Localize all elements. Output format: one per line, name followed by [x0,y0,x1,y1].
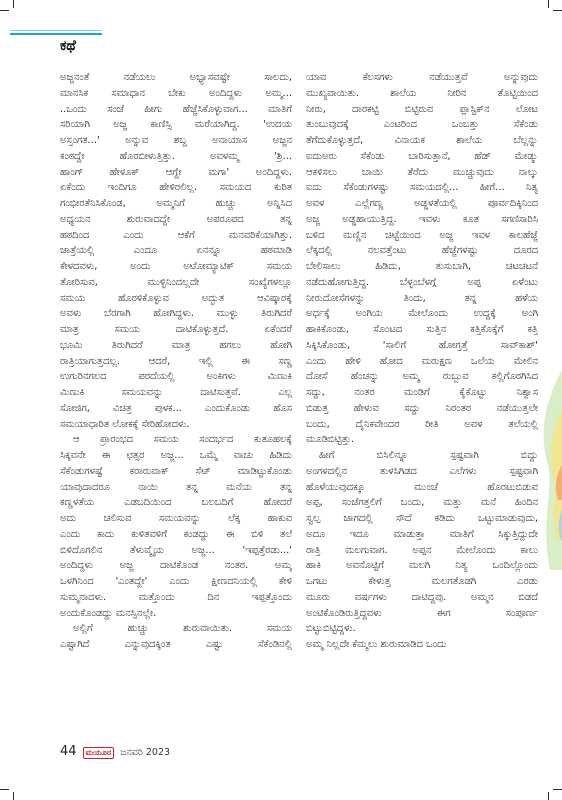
text-line: ಅರ್ಧಕ್ಕೆ ಅಂಗಿಯ ಮೇಲೊಂದು ಉದ್ದಕ್ಕೆ ಅಂಗಿ [306,308,538,320]
text-line: ಅಂದುಕೊಂಡದ್ದು ಮನಸ್ಸಿನಲ್ಲೇ. [60,607,157,619]
text-line: ಐದುಅರು ಸೆಕೆಂಡು ಬಾರಿಸುತ್ತಾನೆ, ಹೆಡ್ ಮೇಡ್ಮು [306,150,538,162]
text-line: ಅಂದಿದ್ದಳು ಅಜ್ಜ ದಾಟಿಕೊಂಡ ನಂತರ. ಅಮ್ಮ [60,560,292,572]
text-line: ಆಕಳಿಸಲು ಬಾಯಿ ತೆರೆದು ಮುಚ್ಚುವುದು ನಾಲ್ಕು [306,166,538,178]
text-line: ಬಿಳಿದೊಗಲಿನ ತೆಳುವ್ಮೈಯ ಅಜ್ಜ... 'ಇಪ್ಪತ್ತೆರಡು...' [60,544,292,556]
text-line: ಎಂದು ಕಾದು ಕುಳಿತವಳಿಗೆ ಕಂಡದ್ದು ಈ ಬಿಳಿ ತಲೆ [60,528,292,540]
text-line: ನೀರು, ದಾರಕಟ್ಟಿ ಬಿಟ್ಟಿರುವ ಪ್ಲಾಸ್ಟಿಕ್‌ನ ಲೋಟ [306,103,538,115]
text-line: ತೆಗೆದುಕೊಳ್ಳುತ್ತದೆ, ವಿನಾಯಕ ಶಾಲೆಯ ಬೆಲ್ಲನ್ನು [306,135,538,146]
text-line: ರಾತ್ರಿಯಾಗುತ್ತದಲ್ಲ. ಆದರೆ, ಇಲ್ಲಿ ಈ ಸಣ್ಣ [60,355,292,367]
text-line: ಹಾಕಿಕೊಂಡು, ಸೊಂಟದ ಸುತ್ತಿನ ಕತ್ತಿಕೊಕ್ಕೆಗೆ ಕತ್ತಿ [306,324,538,335]
text-line: ಅಧ್ಯಯನ ಶುರುವಾದದ್ದೇ ಅಪರೂಪದ ತನ್ನ [60,213,292,225]
crop-mark [0,10,9,11]
text-line: ಅಸ್ತಂಗತ...' ಅನ್ನುವ ಶಬ್ದ ಅನಾಯಾಸ ಅಜ್ಜನ [60,135,292,146]
text-line: ಸ್ವಲ್ಪ ಜಾಗದಲ್ಲಿ ಸೌದೆ ಕಡಿದು ಒಟ್ಟುಮಾಡುವುದು, [306,513,538,524]
text-line: ಹಾಂಗ್ ಹೇಳೂಕ್ ಆಗ್ದೇ ಮಗಾ' ಅಂದಿದ್ದಳು. [60,166,292,178]
text-line: ಕೇಳದವಳು, ಅಂದು ಅಟೋಮ್ಯಾಟಿಕ್ ಸಮಯ [60,261,292,272]
text-line: ಅಂಗಳದಲ್ಲಿನ ತುಳಸಿಗಿಡದ ಎಲೆಗಳು ಸ್ಪಷ್ಟವಾಗಿ [306,465,538,477]
text-column-right [306,70,538,653]
crop-mark [553,10,562,11]
text-line: ಕಣ್ಣಳತೆಯ ಎಡಬದಿಯಿಂದ ಬಲಬದಿಗೆ ಹೋದರೆ [60,497,292,509]
text-line: ಲೆಕ್ಕದಲ್ಲಿ ನಲವತ್ತೆಂಟು ಹೆಜ್ಜೆಗಳಷ್ಟು ದೂರದ [306,245,538,257]
text-line: ನೀರುದೋಸೆಗಳನ್ನು ತಿಂದು, ತನ್ನ ಹಳೆಯ [306,292,538,304]
text-line: ಭೂಮಿ ತಿರುಗಿದರೆ ಮಾತ್ರ ಹಗಲು ಹೋಗಿ [60,339,292,351]
text-line: ರಾತ್ರಿ ಮಲಗುವಾಗ. ಅಪ್ಪನ ಮೇಲೊಂದು ಕಾಲು [306,544,538,556]
text-line: ಎಷ್ಟಾಗಿದೆ ಎನ್ನುವುದಕ್ಕಿಂತ ಎಷ್ಟು ಸೆಕೆಂಡಿನಲ್ಲಿ [60,639,292,650]
text-line: ಹೀಗೆ ಬಿಸಿಲಿನ್ನೂ ಸ್ಪಷ್ಟವಾಗಿ ಬಿದ್ದು [319,450,538,461]
text-line: ಬಂದು, ದೈನಿಕವೇಂದರ ರೀತಿ ಅವಳ ತಲೆಯಲ್ಲಿ [306,418,538,430]
text-line: ಸೆಕೆಂಡುಗಳಷ್ಟೆ ಕರಾರುವಾಕ್ ಸೆಟ್ ಮಾಡಿಟ್ಟುಕೊಂಡು [60,465,292,477]
text-line: ಹೊಳೆಯುವುದಕ್ಕೂ ಮುಂಚೆ ಹೊರಟುಬಿಡುವ [306,481,538,493]
text-line: ಏಕೆಂದು ಇಂದಿಗೂ ಹೇಳಿರಲಿಲ್ಲ. ಸಮಯದ ಕುರಿತ [60,182,292,194]
text-line: ಜಾತ್ರೆಯಲ್ಲಿ ಎಂದೂ ಏನನ್ನೂ ಹಠಮಾಡಿ [60,245,292,257]
text-line: ಬಿಡುತ್ತ ಹೇಳುವ ಸದ್ದು ನಿರಂತರ ನಡೆಯುತ್ತಲೇ [306,402,538,414]
header-rule-thin [10,30,102,31]
text-line: ಒಗಟು ಕೇಳುತ್ತ ಮಲಗತೊಡಗಿ ಎರಡು [306,576,538,587]
text-line: ಮುಖ್ಯವಾಯಿತು. ಶಾಲೆಯ ನೀರಿನ ತೊಟ್ಟಿಯಿಂದ [306,87,538,99]
text-line: ..ಒಂದು ಸಂಜೆ ಹೀಗು ಹೆಜ್ಜೆಸಿಕೊಳ್ಳುವಾಗ... ಮಾತಿಗೆ [60,103,292,115]
crop-mark [548,0,549,8]
text-line: ಎಂದು ಹೇಳಿ ಹೋದ ಮರುಕ್ಷಣ ಒಲೆಯ ಮೇಲಿನ [306,355,538,367]
text-line: ಅಲ್ಲಿಗೆ ಹುಚ್ಚು ಶುರುವಾಯಿತು. ಸಮಯ [73,623,292,635]
text-line: ಬಳಿದ ಮಣ್ಣಿನ ಚಿಟ್ಟೆಯಿಂದ ಅಜ್ಜ ಇವಳ ಕಾಲಹೆಜ್ಜೆ [306,229,538,241]
header-rule-accent [10,33,102,35]
text-line: ಐದು ಸೆಕೆಂಡುಗಳಷ್ಟು ಸಮಯದಲ್ಲಿ... ಹೀಗೆ... ನಿತ್ಯ [306,182,538,194]
text-line: ಸದ್ದು, ನಂತರ ಮಂಡಿಗೆ ಕೈಕೊಟ್ಟು ನಿಶ್ವಾಸ [306,387,538,398]
text-line: ದೋಸೆ ಹೆಂಚನ್ನು ಅಮ್ಮ ರುಬ್ಬುವ ಕಲ್ಲಿಗೊರಗಿಸಿದ [306,371,538,383]
crop-mark [553,789,562,790]
text-line: ಅವಳ ಎಲ್ಲೆಗಣ್ಣ ಅಡ್ಡಳತೆಯಲ್ಲಿ ಪೂರ್ವದಿಕ್ಕಿನಿಂದ [306,198,538,209]
text-line: ಒಳಗಿನಿಂದ 'ಎಂತದ್ದೇ' ಎಂದು ಕ್ಷೀಣದನಿಯಲ್ಲಿ ಕೇಳಿ [60,576,292,587]
text-line: ಮಿಣುಕಿ ಸಮಯವನ್ನು ದಾಟಿಸುತ್ತವೆ. ಎಲ್ಲ [60,387,292,398]
text-line: ತೋರಿಸುವ, ಮುಳ್ಳಿನಿಂದಲ್ಲದೇ ಸಂಖ್ಯೆಗಳಲ್ಲೂ [60,276,292,288]
text-line: ಯಾವುದಾದರೂ ನಾಯಿ ತನ್ನ ಮನೆಯ ತನ್ನ [60,481,292,493]
magazine-logo: ಮಯೂರ [83,747,115,759]
text-line: ಸಿಕ್ಕವನೇ ಈ ಛತ್ಸರ ಅಜ್ಜ... ಒಮ್ಮೆ ವಾಚು ಹಿಡಿದು [60,450,292,461]
text-line: ಮಾನಸಿಕ ಸಮಾಧಾನ ಬೇಕು ಅಂದಿದ್ದಳು ಅಮ್ಮ... [60,87,292,99]
text-line: ತುಂಬುವುದಕ್ಕೆ ಎಂಟರಿಂದ ಒಂಬತ್ತು ಸೆಕೆಂಡು [306,119,538,131]
text-line: ಮಾತ್ರ ಸಮಯ ದಾಟಿಕೊಳ್ಳುತ್ತದೆ. ಏಕೆಂದರೆ [60,324,292,335]
text-line: ಯಾವ ಕೆಲಸಗಳು ನಡೆಯುತ್ತವೆ ಅನ್ನುವುದು [306,72,538,83]
text-line: ಬಿಟ್ಟುಬಿಟ್ಟಿದ್ದಳು. [306,623,356,635]
text-line: ಅವಳು ಬೆರಗಾಗಿ ಹೋಗಿದ್ದಳು. ಮುಳ್ಳು ತಿರುಗಿದರೆ [60,308,292,320]
crop-mark [0,789,9,790]
text-line: ಸಮಯ ಹೊರಳಿಕೊಳ್ಳುವ ಅದ್ಭುತ ಆವಿಷ್ಕಾರಕ್ಕೆ [60,292,292,304]
text-line: ನಡೆದುಹೋಗುತ್ತಿದ್ದ. ಬೆಳ್ಳಂಬೆಳಗ್ಗೆ ಅಪ್ಪ ಏಳೆಂಟು [306,276,538,288]
crop-mark [13,0,14,8]
crop-mark [548,792,549,800]
page-number: 44 [60,744,77,759]
text-line: ಗಂಭೀರತೆನಿಸಿಕೊಂಡ, ಅಮ್ಮನಿಗೆ ಹುಚ್ಚು ಅನ್ನಿಸಿದ [60,198,292,209]
section-title: ಕಥೆ [60,38,76,54]
text-line: ಅಂಟಿಕೊಂಡಿರುತ್ತಿದ್ದವಳು ಈಗ ಸಂಪೂರ್ಣ [306,607,538,619]
text-line: ಉಗುರಿನಗಲದ ಪರದೆಯಲ್ಲಿ ಅಂಕಿಗಳು ಮಿಣುಕಿ [60,371,292,383]
text-line: ಅದೂ ಇದೂ ಮಾಡುತ್ತಾ ಮಾತಿಗೆ ಸಿಕ್ಕುತ್ತಿದ್ದುದೇ [306,528,538,540]
issue-date: ಜನವರಿ 2023 [120,747,171,758]
watercolor-splash-decoration [532,370,562,570]
text-line: ಸರಿಯಾಗಿ ಅಜ್ಜ ಕಾಣಿಸ್ಸಿ ಮರೆಯಾಗಿದ್ದ. 'ಉದಯ [60,119,292,131]
text-line: ಹಾಕಿ ಅವನೊಟ್ಟಿಗೆ ಮಲಗಿ ನಿತ್ಯ ಒಂದಿಲ್ಲೊಂದು [306,560,538,572]
text-line: ಅದು ಚಲಿಸುವ ಸಮಯವನ್ನು ಲೆಕ್ಕ ಹಾಕುವ [60,513,292,524]
crop-mark [13,792,14,800]
text-line: ಸಿಕ್ಕಿಸಿಕೊಂಡು, 'ಸಾಲಿಗೆ ಹೋಗ್ತತ್ತೆ ಸಾವ್‌ಕಾಶ್' [306,339,538,351]
text-line: ಅಜ್ಜನಂತೆ ನಡೆಯಲು ಅಭ್ಯಾಸವಷ್ಟೇ ಸಾಲದು, [60,72,292,83]
text-line: ಅಜ್ಜ ಅಡ್ಡಹಾಯುತ್ತಿದ್ದ. ಇವಳು ಕೂತ ಸಗಣಿಸಾರಿಸಿ [306,213,538,225]
page-footer [60,744,170,759]
text-line: ಮೂರು ವರ್ಷಗಳು ದಾಟಿದ್ದವು. ಅಮ್ಮನ ಬಿಡದೆ [306,591,538,603]
text-line: ಕಂಠದ್ದೇ ಹೊರಬೀಳುತ್ತಿತ್ತು. ಅವಳಮ್ಮ 'ಶ್ರಿ... [60,150,292,162]
text-line: ಅಪ್ಪ, ಸಂಜೆಗತ್ತಲಿಗೆ ಬಂದು, ಮತ್ತು ಮನೆ ಹಿಂದಿನ [306,497,538,509]
text-line: ಸೋಜಿಗ, ವಿಚಿತ್ರ ಪುಳಕ... ಎಂದುಕೊಂಡು ಹೊಸ [60,402,292,414]
text-line: ಅಮ್ಮ ನಿಲ್ಲದೇ ಕೆಮ್ಮಲು ಶುರುಮಾಡಿದ ಒಂದು [306,639,447,650]
text-line: ಸಮಯಾಧಾರಿತ ಲೋಕಕ್ಕೆ ಸೇರಿಹೋದಳು. [60,418,190,430]
text-line: ಮೂಡಿಬಿಟ್ಟಿತ್ತು. [306,434,355,446]
text-line: ಹಠದಿಂದ ಎಂದು ಆಕೆಗೆ ಮನವರಿಕೆಯಾಗಿತ್ತು. [60,229,292,241]
text-line: ಸುಮ್ಮನಾದಳು. ಮತ್ತೊಂದು ದಿನ ಇಪ್ಪತ್ತೊಂದು [60,591,292,603]
text-line: ಬೇಲಿಸಾಲು ಹಿಡಿದು, ತುಸುಬಾಗಿ, ಚಟಚಟನೆ [306,261,538,272]
text-column-left [60,70,292,653]
text-line: ಆ ಪ್ರಾರಂಭದ ಸಮಯ ಸಂದರ್ಭದ ಕುತೂಹಲಕ್ಕೆ [73,434,292,446]
